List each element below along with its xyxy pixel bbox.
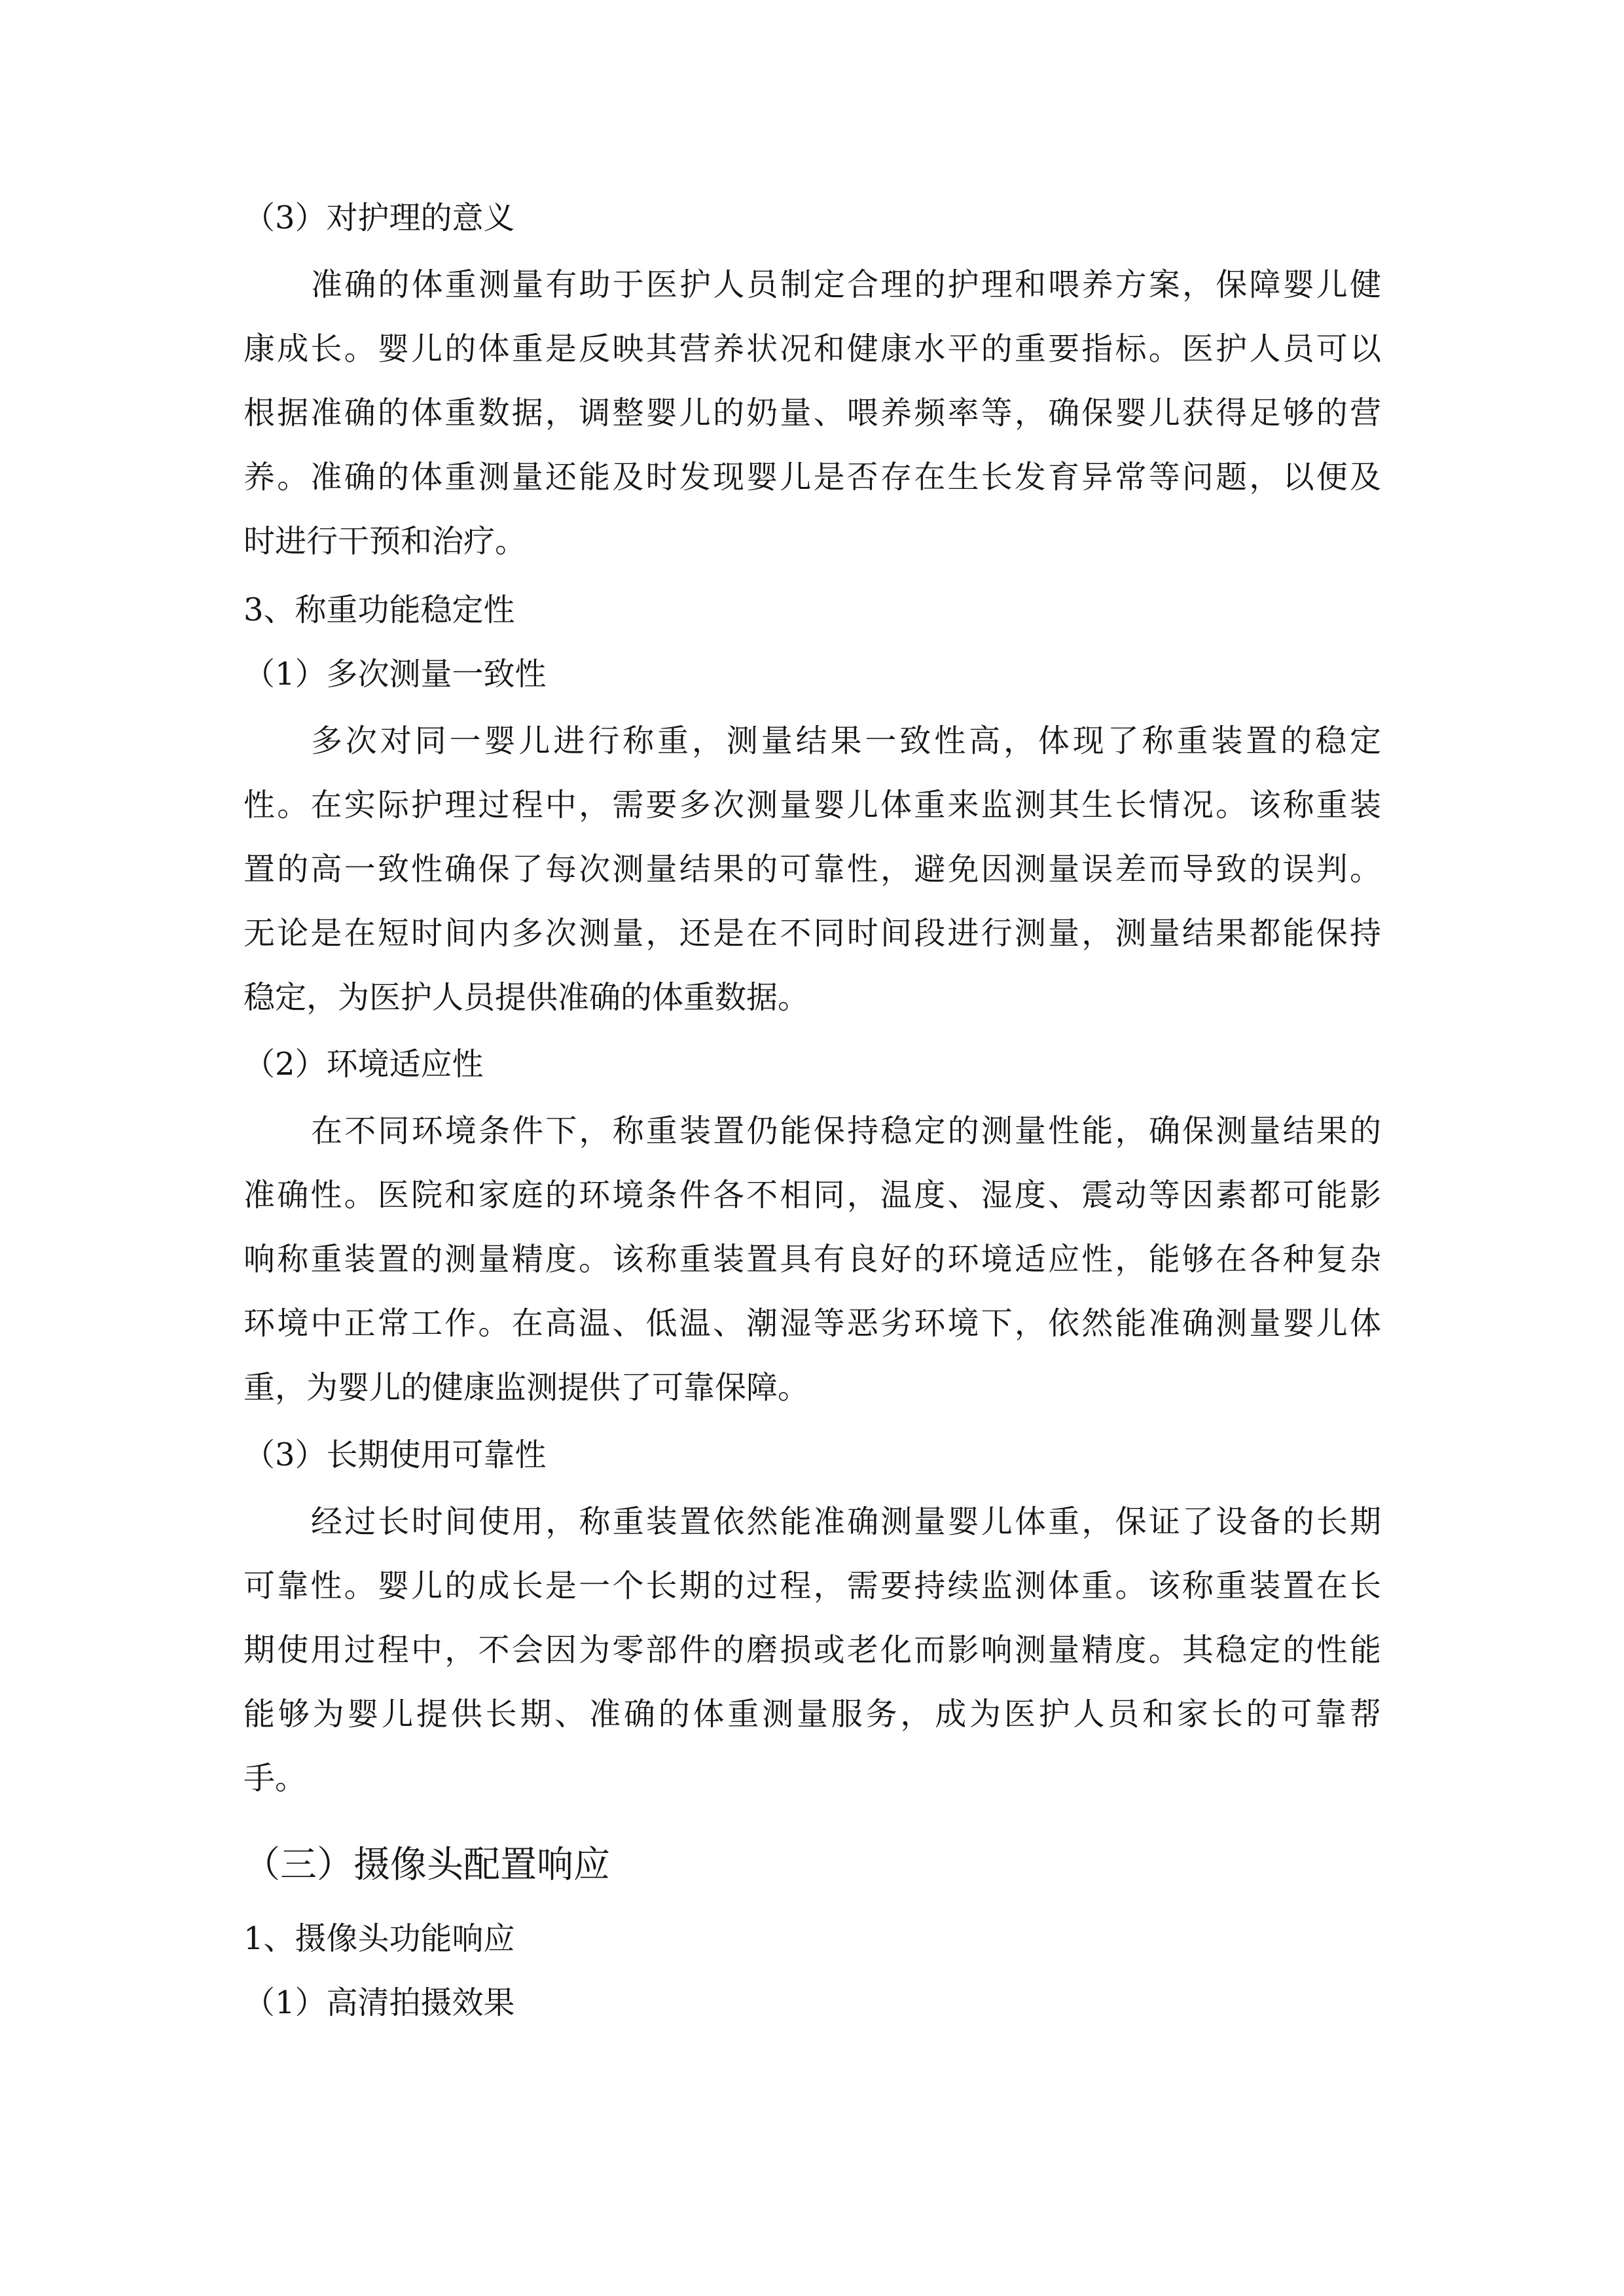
subheading-measurement-consistency: （1）多次测量一致性	[244, 656, 547, 692]
heading-weighing-stability: 3、称重功能稳定性	[244, 592, 515, 628]
paragraph-line: 响称重装置的测量精度。该称重装置具有良好的环境适应性，能够在各种复杂	[244, 1241, 1381, 1278]
paragraph-line: 重，为婴儿的健康监测提供了可靠保障。	[244, 1369, 810, 1406]
paragraph-line: 根据准确的体重数据，调整婴儿的奶量、喂养频率等，确保婴儿获得足够的营	[244, 395, 1381, 431]
heading-camera-function-response: 1、摄像头功能响应	[244, 1920, 515, 1957]
subheading-environment-adaptability: （2）环境适应性	[244, 1046, 484, 1083]
paragraph-line: 能够为婴儿提供长期、准确的体重测量服务，成为医护人员和家长的可靠帮	[244, 1696, 1381, 1732]
paragraph-line: 手。	[244, 1760, 307, 1797]
subheading-care-significance: （3）对护理的意义	[244, 200, 515, 236]
paragraph-line: 在不同环境条件下，称重装置仍能保持稳定的测量性能，确保测量结果的	[311, 1113, 1381, 1149]
paragraph-line: 经过长时间使用，称重装置依然能准确测量婴儿体重，保证了设备的长期	[311, 1503, 1381, 1540]
subheading-hd-capture-effect: （1）高清拍摄效果	[244, 1984, 515, 2021]
paragraph-line: 多次对同一婴儿进行称重，测量结果一致性高，体现了称重装置的稳定	[311, 723, 1381, 759]
paragraph-line: 期使用过程中，不会因为零部件的磨损或老化而影响测量精度。其稳定的性能	[244, 1632, 1381, 1668]
paragraph-line: 稳定，为医护人员提供准确的体重数据。	[244, 979, 810, 1016]
paragraph-line: 时进行干预和治疗。	[244, 523, 527, 560]
paragraph-line: 无论是在短时间内多次测量，还是在不同时间段进行测量，测量结果都能保持	[244, 915, 1381, 952]
paragraph-line: 可靠性。婴儿的成长是一个长期的过程，需要持续监测体重。该称重装置在长	[244, 1568, 1381, 1604]
subheading-long-term-reliability: （3）长期使用可靠性	[244, 1437, 547, 1473]
paragraph-line: 性。在实际护理过程中，需要多次测量婴儿体重来监测其生长情况。该称重装	[244, 787, 1381, 823]
section-heading-camera-configuration: （三）摄像头配置响应	[244, 1844, 610, 1886]
paragraph-line: 环境中正常工作。在高温、低温、潮湿等恶劣环境下，依然能准确测量婴儿体	[244, 1305, 1381, 1342]
paragraph-line: 准确的体重测量有助于医护人员制定合理的护理和喂养方案，保障婴儿健	[311, 266, 1381, 303]
paragraph-line: 养。准确的体重测量还能及时发现婴儿是否存在生长发育异常等问题，以便及	[244, 459, 1381, 495]
paragraph-line: 置的高一致性确保了每次测量结果的可靠性，避免因测量误差而导致的误判。	[244, 851, 1381, 888]
paragraph-line: 准确性。医院和家庭的环境条件各不相同，温度、湿度、震动等因素都可能影	[244, 1177, 1381, 1213]
paragraph-line: 康成长。婴儿的体重是反映其营养状况和健康水平的重要指标。医护人员可以	[244, 331, 1381, 367]
